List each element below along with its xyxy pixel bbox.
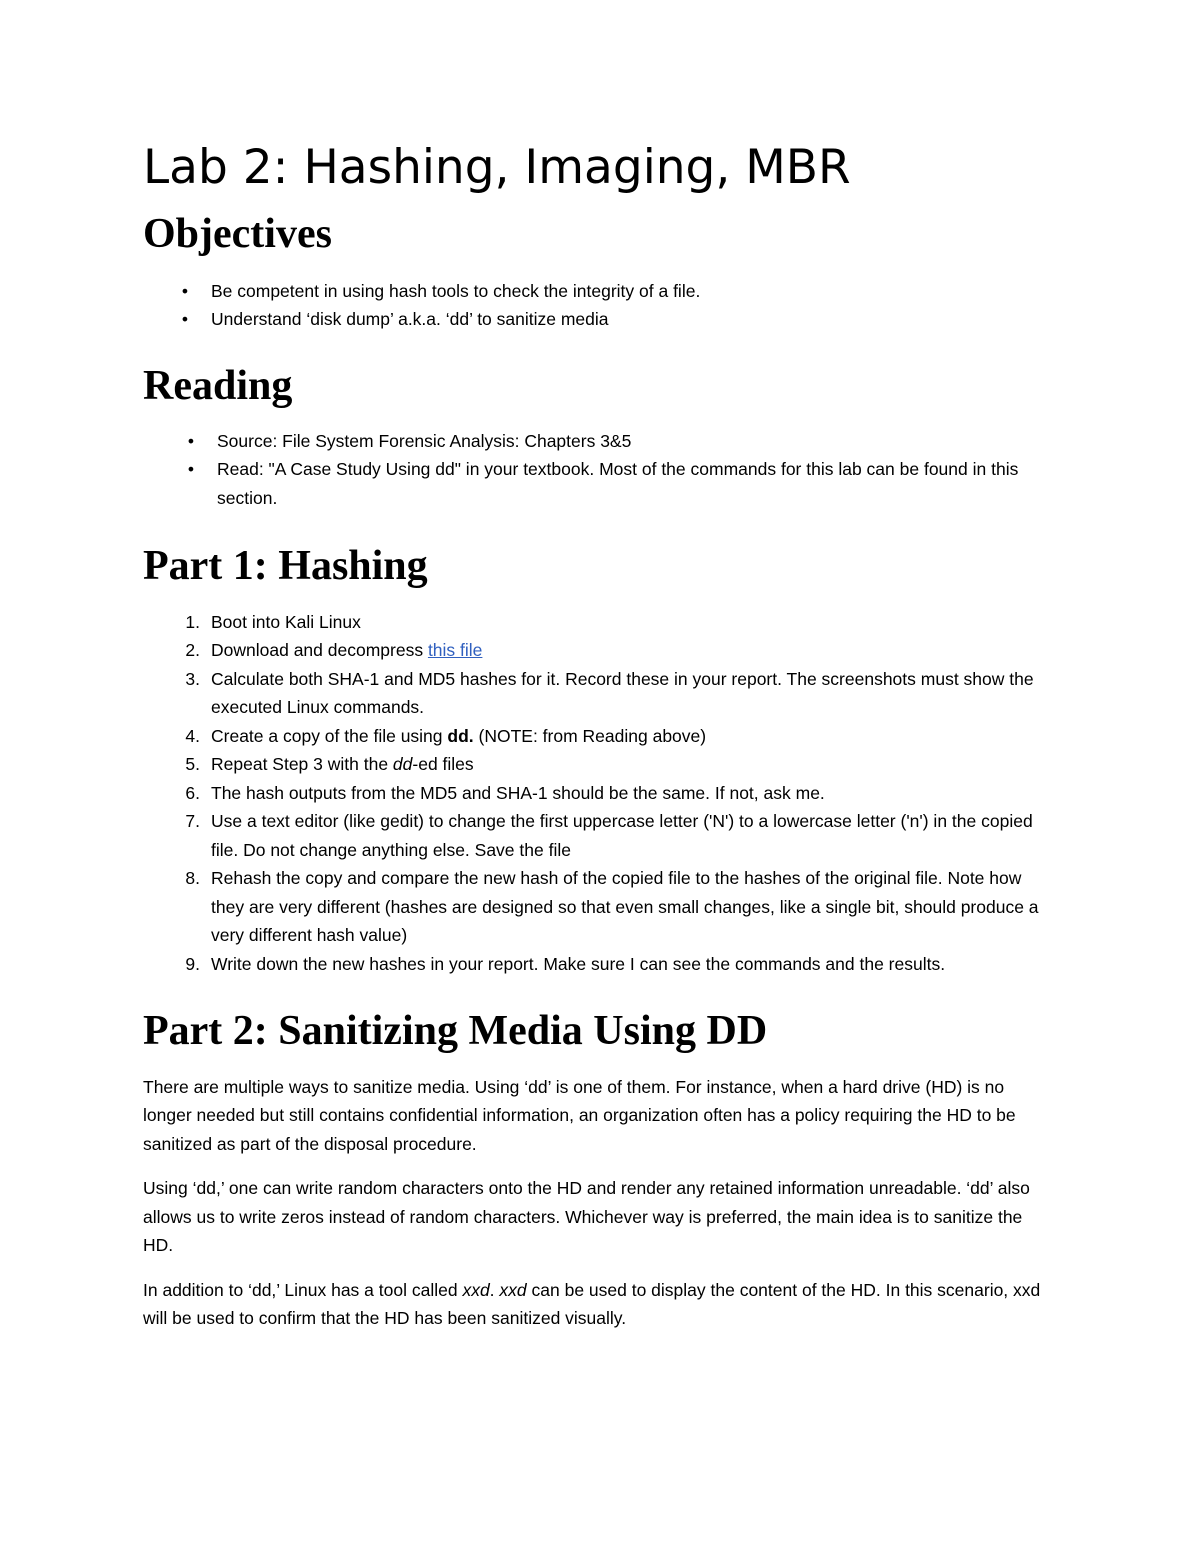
list-item: 8. Rehash the copy and compare the new hash of the copied file to the hashes of the original file. Note how they are very different (hashes are designed so that even small changes, like a single bit, should produce a very different hash value) <box>185 868 1039 946</box>
list-item: 5. Repeat Step 3 with the dd-ed files <box>185 754 474 775</box>
bullet-icon: • <box>181 280 189 301</box>
list-item: 3. Calculate both SHA-1 and MD5 hashes for it. Record these in your report. The screenshots must show the executed Linux commands. <box>185 668 1034 718</box>
part2-paragraph-1: There are multiple ways to sanitize media. Using ‘dd’ is one of them. For instance, when a hard drive (HD) is no longer needed but still contains confidential information, an organization often has a policy requiring the HD to be sanitized as part of the disposal procedure. <box>143 1076 1016 1154</box>
list-item: 2. Download and decompress this file <box>185 640 483 661</box>
part2-heading: Part 2: Sanitizing Media Using DD <box>143 1008 768 1055</box>
bullet-icon: • <box>187 459 195 480</box>
reading-heading: Reading <box>143 362 293 409</box>
part1-heading: Part 1: Hashing <box>143 543 428 590</box>
part2-paragraph-2: Using ‘dd,’ one can write random characters onto the HD and render any retained information unreadable. ‘dd’ also allows us to write zeros instead of random characters. Whichever way is preferred, the main idea is to sanitize the HD. <box>143 1178 1030 1256</box>
xxd-tool-name: xxd <box>462 1279 490 1300</box>
list-item: 6. The hash outputs from the MD5 and SHA-1 should be the same. If not, ask me. <box>185 782 825 803</box>
list-item: • Source: File System Forensic Analysis: Chapters 3&5 <box>217 427 1038 456</box>
list-item: • Be competent in using hash tools to check the integrity of a file. <box>211 277 1058 306</box>
download-file-link[interactable]: this file <box>427 640 483 661</box>
objectives-heading: Objectives <box>143 211 332 258</box>
part2-paragraph-3: In addition to ‘dd,’ Linux has a tool called xxd. xxd can be used to display the content of the HD. In this scenario, xxd will be used to confirm that the HD has been sanitized visually. <box>143 1279 1041 1329</box>
document-title: Lab 2: Hashing, Imaging, MBR <box>143 140 851 195</box>
bullet-icon: • <box>187 430 195 451</box>
reading-list <box>143 427 1058 513</box>
list-item: 1. Boot into Kali Linux <box>185 611 361 632</box>
list-item: • Understand ‘disk dump’ a.k.a. ‘dd’ to sanitize media <box>211 305 1058 334</box>
xxd-tool-name: xxd <box>499 1279 527 1300</box>
list-item: • Read: "A Case Study Using dd" in your textbook. Most of the commands for this lab can be found in this section. <box>217 455 1038 512</box>
list-item: 4. Create a copy of the file using dd. (NOTE: from Reading above) <box>185 725 707 746</box>
part1-steps <box>143 608 1058 979</box>
bullet-icon: • <box>181 309 189 330</box>
objectives-list <box>143 277 1058 334</box>
document-content <box>143 140 1058 1333</box>
list-item: 7. Use a text editor (like gedit) to change the first uppercase letter ('N') to a lowercase letter ('n') in the copied file. Do not change anything else. Save the file <box>185 811 1033 860</box>
list-item: 9. Write down the new hashes in your report. Make sure I can see the commands and the results. <box>185 953 946 974</box>
